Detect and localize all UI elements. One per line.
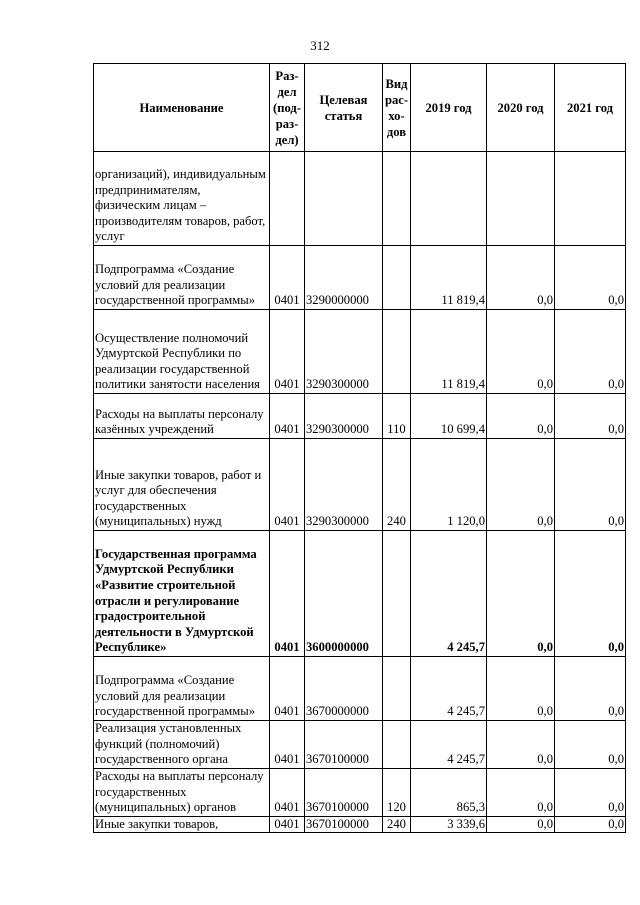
row-name: организаций), индивидуальным предпринимателям, физическим лицам – производителям товаров, работ, услуг <box>94 152 270 246</box>
row-2021: 0,0 <box>555 657 626 721</box>
row-2020: 0,0 <box>487 768 555 816</box>
row-2021 <box>555 152 626 246</box>
row-expense: 120 <box>383 768 411 816</box>
row-section: 0401 <box>270 246 305 310</box>
row-2020: 0,0 <box>487 531 555 657</box>
row-section: 0401 <box>270 531 305 657</box>
table-row <box>94 152 626 246</box>
header-section: Раз- дел (под- раз- дел) <box>270 64 305 152</box>
table-header-row <box>94 64 626 152</box>
table-row <box>94 531 626 657</box>
row-2019: 10 699,4 <box>411 394 487 439</box>
page-number: 312 <box>310 38 330 53</box>
row-2019: 1 120,0 <box>411 439 487 531</box>
row-expense: 240 <box>383 439 411 531</box>
row-2021: 0,0 <box>555 310 626 394</box>
row-name: Расходы на выплаты персоналу казённых учреждений <box>94 394 270 439</box>
row-2020: 0,0 <box>487 657 555 721</box>
row-section: 0401 <box>270 310 305 394</box>
header-target: Целевая статья <box>305 64 383 152</box>
table-row <box>94 439 626 531</box>
row-2020: 0,0 <box>487 439 555 531</box>
row-2021: 0,0 <box>555 816 626 833</box>
row-name: Государственная программа Удмуртской Республики «Развитие строительной отрасли и регулирование градостроительной деятельности в Удмуртской Республике» <box>94 531 270 657</box>
row-name: Иные закупки товаров, <box>94 816 270 833</box>
table-body <box>94 152 626 833</box>
header-2021: 2021 год <box>555 64 626 152</box>
row-2021: 0,0 <box>555 768 626 816</box>
row-target: 3290300000 <box>305 310 383 394</box>
row-2021: 0,0 <box>555 721 626 769</box>
row-section: 0401 <box>270 657 305 721</box>
row-section: 0401 <box>270 816 305 833</box>
row-expense <box>383 657 411 721</box>
table-row <box>94 246 626 310</box>
row-2019: 4 245,7 <box>411 531 487 657</box>
row-name: Реализация установленных функций (полномочий) государственного органа <box>94 721 270 769</box>
row-name: Подпрограмма «Создание условий для реализации государственной программы» <box>94 657 270 721</box>
row-target: 3670100000 <box>305 768 383 816</box>
row-2020: 0,0 <box>487 246 555 310</box>
header-expense: Вид рас- хо- дов <box>383 64 411 152</box>
row-target: 3670100000 <box>305 816 383 833</box>
row-2019: 11 819,4 <box>411 246 487 310</box>
row-name: Расходы на выплаты персоналу государственных (муниципальных) органов <box>94 768 270 816</box>
row-expense <box>383 246 411 310</box>
row-target: 3290000000 <box>305 246 383 310</box>
row-name: Иные закупки товаров, работ и услуг для обеспечения государственных (муниципальных) нужд <box>94 439 270 531</box>
row-2020: 0,0 <box>487 394 555 439</box>
header-name: Наименование <box>94 64 270 152</box>
table-row <box>94 721 626 769</box>
row-expense: 110 <box>383 394 411 439</box>
row-2019: 4 245,7 <box>411 657 487 721</box>
row-2020: 0,0 <box>487 816 555 833</box>
row-expense <box>383 721 411 769</box>
row-expense <box>383 152 411 246</box>
table-row <box>94 394 626 439</box>
row-section: 0401 <box>270 439 305 531</box>
row-2019 <box>411 152 487 246</box>
row-2021: 0,0 <box>555 531 626 657</box>
header-2020: 2020 год <box>487 64 555 152</box>
row-2020 <box>487 152 555 246</box>
row-section <box>270 152 305 246</box>
row-name: Подпрограмма «Создание условий для реализации государственной программы» <box>94 246 270 310</box>
budget-table <box>93 63 626 833</box>
row-expense <box>383 310 411 394</box>
row-section: 0401 <box>270 768 305 816</box>
row-section: 0401 <box>270 721 305 769</box>
row-target: 3600000000 <box>305 531 383 657</box>
table-row <box>94 310 626 394</box>
row-2020: 0,0 <box>487 721 555 769</box>
row-2019: 4 245,7 <box>411 721 487 769</box>
row-2019: 11 819,4 <box>411 310 487 394</box>
row-2019: 3 339,6 <box>411 816 487 833</box>
table-row <box>94 768 626 816</box>
row-target <box>305 152 383 246</box>
row-target: 3290300000 <box>305 439 383 531</box>
row-target: 3670000000 <box>305 657 383 721</box>
row-expense <box>383 531 411 657</box>
row-2020: 0,0 <box>487 310 555 394</box>
row-expense: 240 <box>383 816 411 833</box>
row-2021: 0,0 <box>555 246 626 310</box>
header-2019: 2019 год <box>411 64 487 152</box>
table-row <box>94 657 626 721</box>
row-2021: 0,0 <box>555 394 626 439</box>
row-2019: 865,3 <box>411 768 487 816</box>
table-row <box>94 816 626 833</box>
row-target: 3670100000 <box>305 721 383 769</box>
row-name: Осуществление полномочий Удмуртской Республики по реализации государственной политики занятости населения <box>94 310 270 394</box>
row-2021: 0,0 <box>555 439 626 531</box>
row-target: 3290300000 <box>305 394 383 439</box>
row-section: 0401 <box>270 394 305 439</box>
